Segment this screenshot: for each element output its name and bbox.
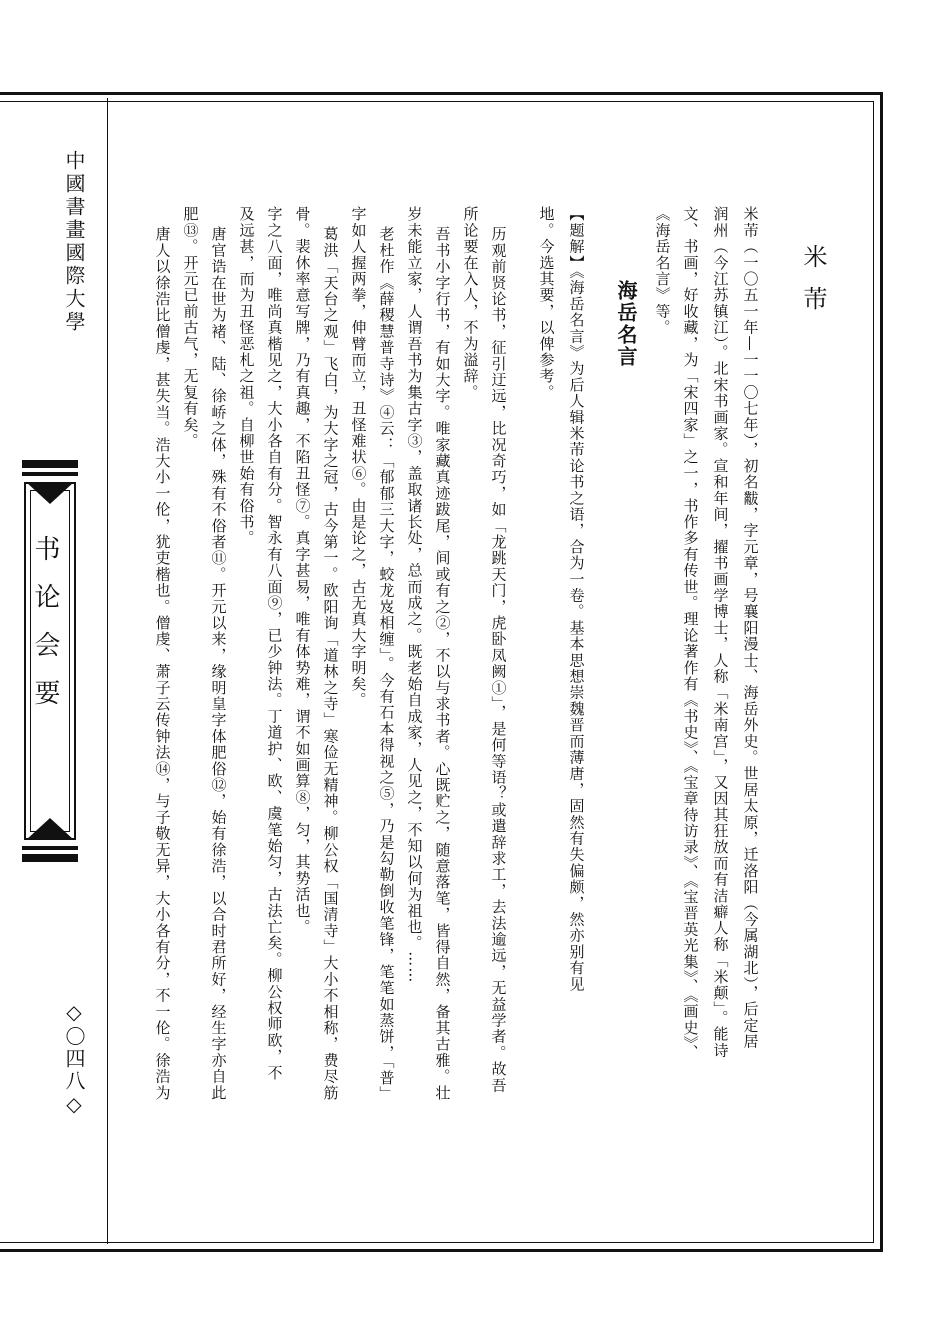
ornament-bar (22, 846, 78, 850)
book-title: 书论会要 (30, 535, 60, 727)
body-line: 唐官诰在世为褚、陆、徐峤之体，殊有不俗者⑪。开元以来，缘明皇字体肥俗⑫，始有徐浩，以合时君所好，经生字亦自此 (209, 226, 228, 1101)
bio-line: 米芾（一〇五一年—一一〇七年），初名黻，字元章，号襄阳漫士、海岳外史。世居太原，迁洛阳（今属湖北），后定居 (741, 206, 760, 1050)
body-line: 岁未能立家，人谓吾书为集古字③，盖取诸长处，总而成之。既老始自成家，人见之，不知以何为祖也。…… (405, 206, 424, 984)
article-title: 米芾 (799, 244, 827, 328)
page-number: ◇〇四八◇ (62, 1000, 86, 1118)
bio-line: 文、书画，好收藏，为「宋四家」之一，书作多有传世。理论著作有《书史》、《宝章待访录》、《宝晋英光集》、《画史》、 (681, 206, 700, 1061)
body-line: 骨。裴休率意写牌，乃有真趣，不陷丑怪⑦。真字甚易，唯有体势难，谓不如画算⑧，匀，其势活也。 (293, 206, 312, 935)
body-line: 字之八面，唯尚真楷见之，大小各自有分。智永有八面⑨，已少钟法。丁道护、欧、虞笔始匀，古法亡矣。柳公权师欧，不 (265, 206, 284, 1081)
school-name: 中國書畫國際大學 (62, 150, 86, 334)
body-line: 吾书小字行书，有如大字。唯家藏真迹跋尾，间或有之②，不以与求书者。心既贮之，随意落笔，皆得自然，备其古雅。壮 (433, 226, 452, 1101)
body-line: 所论要在入人，不为溢辞。 (461, 206, 480, 401)
ornament-triangle-icon (26, 818, 74, 840)
body-line: 肥⑬。开元已前古气，无复有矣。 (181, 206, 200, 449)
body-line: 及远甚，而为丑怪恶札之祖。自柳世始有俗书。 (237, 206, 256, 547)
body-line: 唐人以徐浩比僧虔，甚失当。浩大小一伦，犹吏楷也。僧虔、萧子云传钟法⑭，与子敬无异，大小各有分，不一伦。徐浩为 (153, 226, 172, 1101)
body-line: 字如人握两拳，伸臂而立，丑怪难状⑥。由是论之，古无真大字明矣。 (349, 206, 368, 709)
intro-line: 【题解】《海岳名言》为后人辑米芾论书之语，合为一卷。基本思想崇魏晋而薄唐，固然有失偏颇，然亦别有见 (567, 206, 586, 993)
ornament-triangle-icon (26, 482, 74, 504)
intro-line: 地。今选其要，以俾参考。 (537, 206, 556, 401)
body-line: 老杜作《薛稷慧普寺诗》④云：「郁郁三大字，蛟龙岌相缠」。今有石本得视之⑤，乃是勾勒倒收笔锋，笔笔如蒸饼，「普」 (377, 226, 396, 1102)
ornament-bar (22, 472, 78, 476)
bio-line: 润州（今江苏镇江）。北宋书画家。宣和年间，擢书画学博士，人称「米南宫」，又因其狂放而有洁癖人称「米颠」。能诗 (711, 206, 730, 1059)
body-line: 葛洪「天台之观」飞白，为大字之冠，古今第一。欧阳询「道林之寺」寒俭无精神。柳公权「国清寺」大小不相称，费尽筋 (321, 226, 340, 1101)
body-line: 历观前贤论书，征引迂远，比况奇巧，如「龙跳天门，虎卧凤阙①」，是何等语？或遣辞求工，去法逾远，无益学者。故吾 (489, 226, 508, 1094)
ornament-bar (22, 854, 78, 862)
ornament-bar (22, 460, 78, 468)
section-heading: 海岳名言 (614, 280, 638, 368)
gutter-divider (107, 98, 108, 1244)
bio-line: 《海岳名言》等。 (653, 206, 672, 336)
